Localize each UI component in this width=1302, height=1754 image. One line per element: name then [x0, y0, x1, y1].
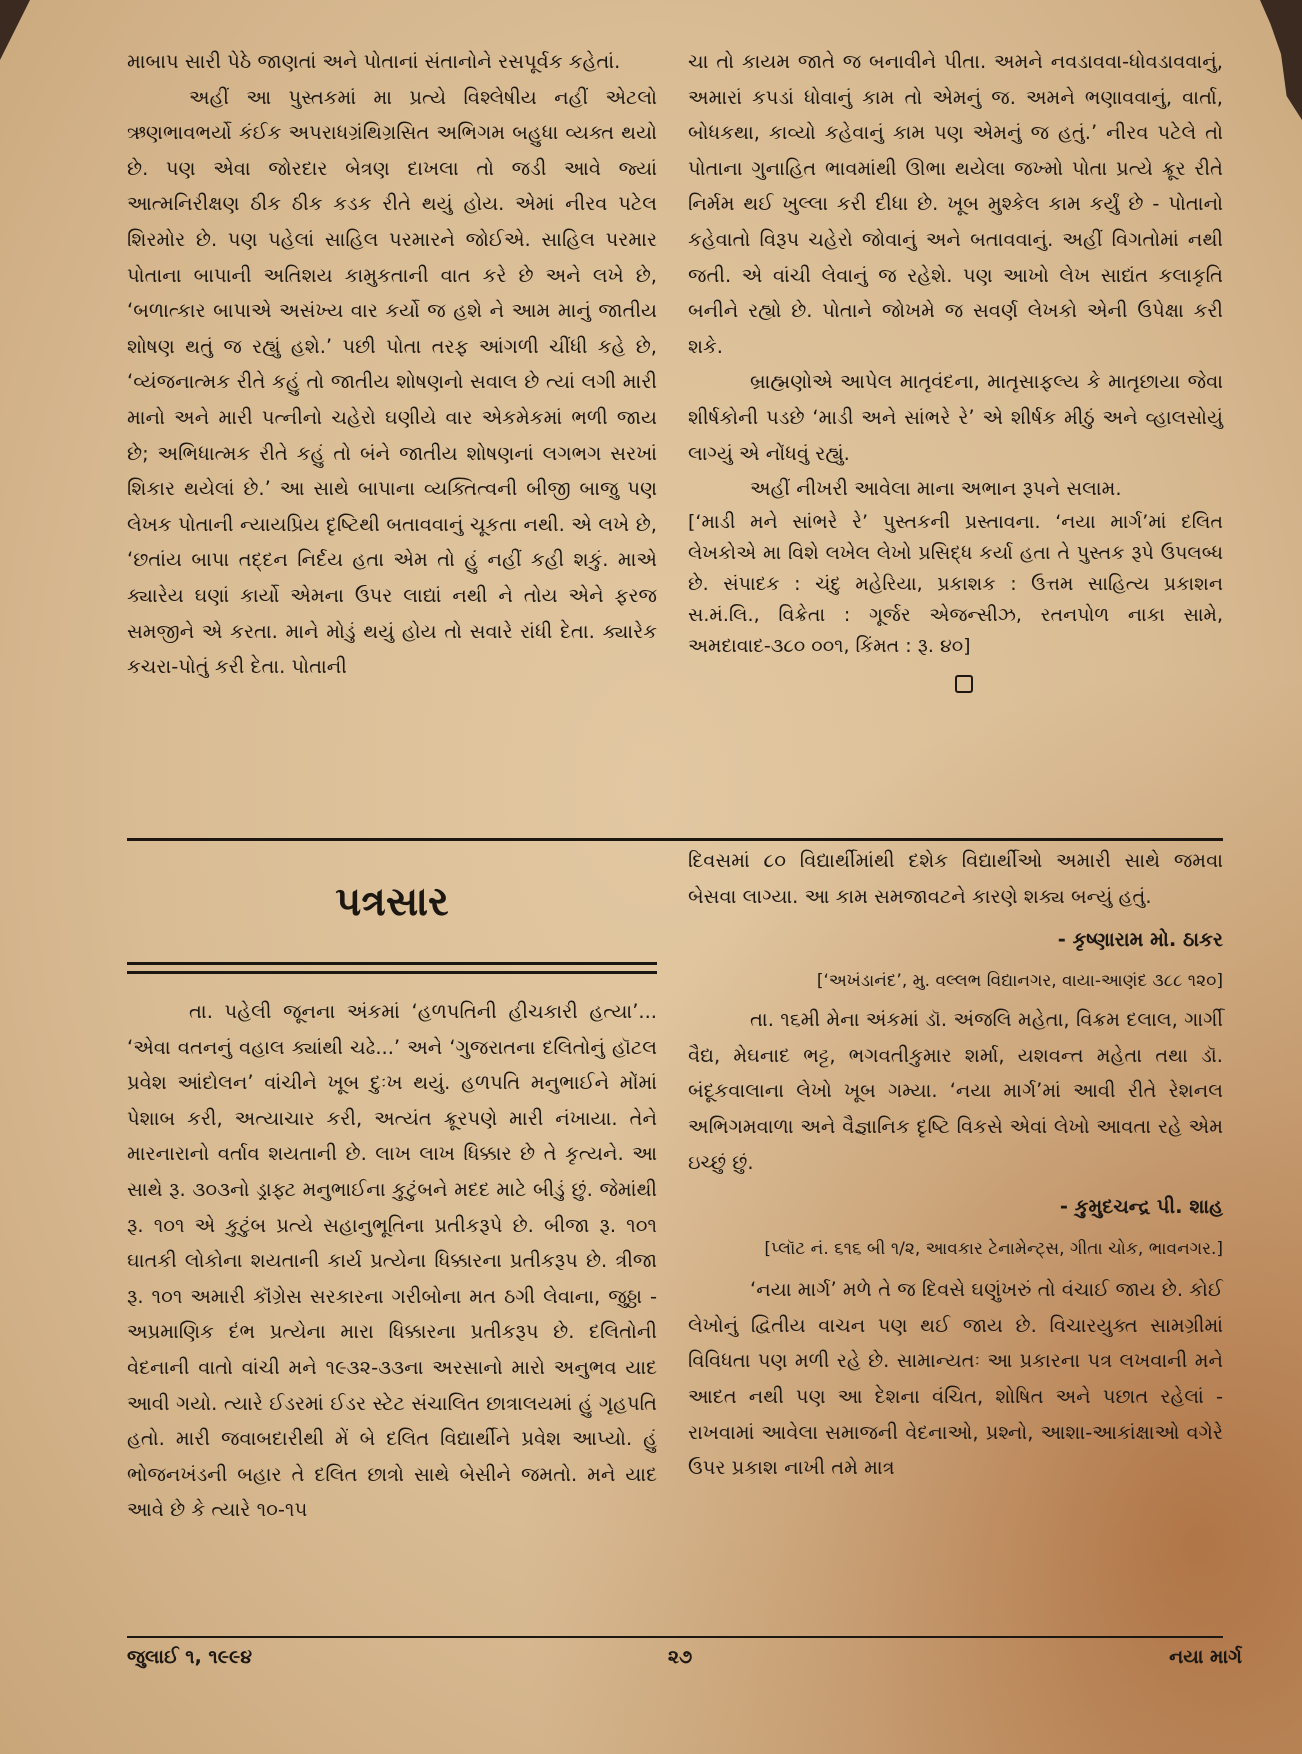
letters-column-right [688, 843, 1223, 1486]
paragraph: બ્રાહ્મણોએ આપેલ માતૃવંદના, માતૃસાફલ્ય કે માતૃછાયા જેવા શીર્ષકોની પડછે ‘માડી અને સાંભરે રે’ એ શીર્ષક મીઠું અને વ્હાલસોયું લાગ્યું એ નોંધવું રહ્યું. [688, 370, 1223, 465]
page-number: ૨૭ [667, 1646, 693, 1668]
letter-paragraph: ‘નયા માર્ગ’ મળે તે જ દિવસે ઘણુંખરું તો વંચાઈ જાય છે. કોઈ લેખોનું દ્વિતીય વાચન પણ થઈ જાય છે. વિચારયુક્ત સામગ્રીમાં વિવિધતા પણ મળી રહે છે. સામાન્યતઃ આ પ્રકારના પત્ર લખવાની મને આદત નથી પણ આ દેશના વંચિત, શોષિત અને પછાત રહેલાં - રાખવામાં આવેલા સમાજની વેદનાઓ, પ્રશ્નો, આશા-આકાંક્ષાઓ વગેરે ઉપર પ્રકાશ નાખી તમે માત્ર [688, 1278, 1223, 1480]
paragraph: અહીં નીખરી આવેલા માના અભાન રૂપને સલામ. [750, 477, 1122, 501]
letter-paragraph: દિવસમાં ૮૦ વિદ્યાર્થીમાંથી દશેક વિદ્યાર્થીઓ અમારી સાથે જમવા બેસવા લાગ્યા. આ કામ સમજાવટને કારણે શક્ય બન્યું હતું. [688, 849, 1223, 908]
torn-corner-left [0, 0, 30, 60]
paragraph: માબાપ સારી પેઠે જાણતાં અને પોતાનાં સંતાનોને રસપૂર્વક કહેતાં. [127, 50, 621, 73]
letter-signature: - કુમુદચન્દ્ર પી. શાહ [1059, 1195, 1223, 1219]
article-column-left [127, 44, 657, 685]
letter-address: [પ્લૉટ નં. ૬૧૬ બી ૧/૨, આવકાર ટેનામેન્ટ્સ, ગીતા ચોક, ભાવનગર.] [764, 1239, 1223, 1260]
book-note: [‘માડી મને સાંભરે રે’ પુસ્તકની પ્રસ્તાવના. ‘નયા માર્ગ’માં દલિત લેખકોએ મા વિશે લખેલ લેખો પ્રસિદ્ધ કર્યા હતા તે પુસ્તક રૂપે ઉપલબ્ધ છે. સંપાદક : ચંદુ મહેરિયા, પ્રકાશક : ઉત્તમ સાહિત્ય પ્રકાશન સ.મં.લિ., વિક્રેતા : ગૂર્જર એજન્સીઝ, રતનપોળ નાકા સામે, અમદાવાદ-૩૮૦ ૦૦૧, કિંમત : રૂ. ૪૦] [688, 510, 1223, 657]
heading-rule [127, 971, 657, 974]
end-mark-icon [955, 675, 973, 693]
issue-date: જુલાઈ ૧, ૧૯૯૪ [127, 1646, 253, 1668]
article-column-right [688, 44, 1223, 706]
letter-paragraph: તા. પહેલી જૂનના અંકમાં ‘હળપતિની હીચકારી હત્યા’... ‘એવા વતનનું વહાલ ક્યાંથી ચઢે...’ અને ‘ગુજરાતના દલિતોનું હૉટલ પ્રવેશ આંદોલન’ વાંચીને ખૂબ દુઃખ થયું. હળપતિ મનુભાઈને મોંમાં પેશાબ કરી, અત્યાચાર કરી, અત્યંત ક્રૂરપણે મારી નંખાયા. તેને મારનારાનો વર્તાવ શયતાની છે. લાખ લાખ ધિક્કાર છે તે કૃત્યને. આ સાથે રૂ. ૩૦૩નો ડ્રાફ્ટ મનુભાઈના કુટુંબને મદદ માટે બીડું છું. જેમાંથી રૂ. ૧૦૧ એ કુટુંબ પ્રત્યે સહાનુભૂતિના પ્રતીકરૂપે છે. બીજા રૂ. ૧૦૧ ઘાતકી લોકોના શયતાની કાર્ય પ્રત્યેના ધિક્કારના પ્રતીકરૂપ છે. ત્રીજા રૂ. ૧૦૧ અમારી કૉંગ્રેસ સરકારના ગરીબોના મત ઠગી લેવાના, જુઠ્ઠા - અપ્રમાણિક દંભ પ્રત્યેના મારા ધિક્કારના પ્રતીકરૂપ છે. દલિતોની વેદનાની વાતો વાંચી મને ૧૯૩૨-૩૩ના અરસાનો મારો અનુભવ યાદ આવી ગયો. ત્યારે ઈડરમાં ઈડર સ્ટેટ સંચાલિત છાત્રાલયમાં હું ગૃહપતિ હતો. મારી જવાબદારીથી મેં બે દલિત વિદ્યાર્થીને પ્રવેશ આપ્યો. હું ભોજનખંડની બહાર તે દલિત છાત્રો સાથે બેસીને જમતો. મને યાદ આવે છે કે ત્યારે ૧૦-૧૫ [127, 1000, 657, 1522]
section-title: પત્રસાર [335, 878, 449, 925]
paragraph: અહીં આ પુસ્તકમાં મા પ્રત્યે વિશ્લેષીય નહીં એટલો ઋણભાવભર્યો કંઈક અપરાધગ્રંથિગ્રસિત અભિગમ બહુધા વ્યક્ત થયો છે. પણ એવા જોરદાર બેત્રણ દાખલા તો જડી આવે જ્યાં આત્મનિરીક્ષણ ઠીક ઠીક કડક રીતે થયું હોય. એમાં નીરવ પટેલ શિરમોર છે. પણ પહેલાં સાહિલ પરમારને જોઈએ. સાહિલ પરમાર પોતાના બાપાની અતિશય કામુકતાની વાત કરે છે અને લખે છે, ‘બળાત્કાર બાપાએ અસંખ્ય વાર કર્યો જ હશે ને આમ માનું જાતીય શોષણ થતું જ રહ્યું હશે.’ પછી પોતા તરફ આંગળી ચીંધી કહે છે, ‘વ્યંજનાત્મક રીતે કહું તો જાતીય શોષણનો સવાલ છે ત્યાં લગી મારી માનો અને મારી પત્નીનો ચહેરો ઘણીયે વાર એકમેકમાં ભળી જાય છે; અભિધાત્મક રીતે કહું તો બંને જાતીય શોષણનાં લગભગ સરખાં શિકાર થયેલાં છે.’ આ સાથે બાપાના વ્યક્તિત્વની બીજી બાજુ પણ લેખક પોતાની ન્યાયપ્રિય દૃષ્ટિથી બતાવવાનું ચૂકતા નથી. એ લખે છે, ‘છતાંય બાપા તદ્દન નિર્દય હતા એમ તો હું નહીં કહી શકું. માએ ક્યારેય ઘણાં કાર્યો એમના ઉપર લાદ્યાં નથી ને તોય એને ફરજ સમજીને એ કરતા. માને મોડું થયું હોય તો સવારે રાંધી દેતા. ક્યારેક કચરા-પોતું કરી દેતા. પોતાની [127, 85, 657, 679]
paragraph: ચા તો કાયમ જાતે જ બનાવીને પીતા. અમને નવડાવવા-ધોવડાવવાનું, અમારાં કપડાં ધોવાનું કામ તો એમનું જ. અમને ભણાવવાનું, વાર્તા, બોધકથા, કાવ્યો કહેવાનું કામ પણ એમનું જ હતું.’ નીરવ પટેલે તો પોતાના ગુનાહિત ભાવમાંથી ઊભા થયેલા જખ્મો પોતા પ્રત્યે ક્રૂર રીતે નિર્મમ થઈ ખુલ્લા કરી દીધા છે. ખૂબ મુશ્કેલ કામ કર્યું છે - પોતાનો કહેવાતો વિરૂપ ચહેરો જોવાનું અને બતાવવાનું. અહીં વિગતોમાં નથી જતી. એ વાંચી લેવાનું જ રહેશે. પણ આખો લેખ સાદ્યંત કલાકૃતિ બનીને રહ્યો છે. પોતાને જોખમે જ સવર્ણ લેખકો એની ઉપેક્ષા કરી શકે. [688, 50, 1223, 358]
magazine-name: નયા માર્ગ [1169, 1646, 1242, 1668]
torn-corner [1232, 0, 1302, 120]
footer-rule [127, 1636, 1223, 1638]
letter-paragraph: તા. ૧૬મી મેના અંકમાં ડૉ. અંજલિ મહેતા, વિક્રમ દલાલ, ગાર્ગી વૈદ્ય, મેઘનાદ ભટ્ટ, ભગવતીકુમાર શર્મા, યશવન્ત મહેતા તથા ડૉ. બંદૂકવાલાના લેખો ખૂબ ગમ્યા. ‘નયા માર્ગ’માં આવી રીતે રેશનલ અભિગમવાળા અને વૈજ્ઞાનિક દૃષ્ટિ વિકસે એવાં લેખો આવતા રહે એમ ઇચ્છું છું. [688, 1008, 1223, 1174]
letter-address: [‘અખંડાનંદ’, મુ. વલ્લભ વિદ્યાનગર, વાયા-આણંદ ૩૮૮ ૧૨૦] [816, 971, 1223, 992]
heading-rule [127, 962, 657, 965]
letters-column-left [127, 994, 657, 1528]
letter-signature: - કૃષ્ણારામ મો. ઠાકર [1057, 928, 1223, 952]
section-divider [127, 838, 1223, 841]
